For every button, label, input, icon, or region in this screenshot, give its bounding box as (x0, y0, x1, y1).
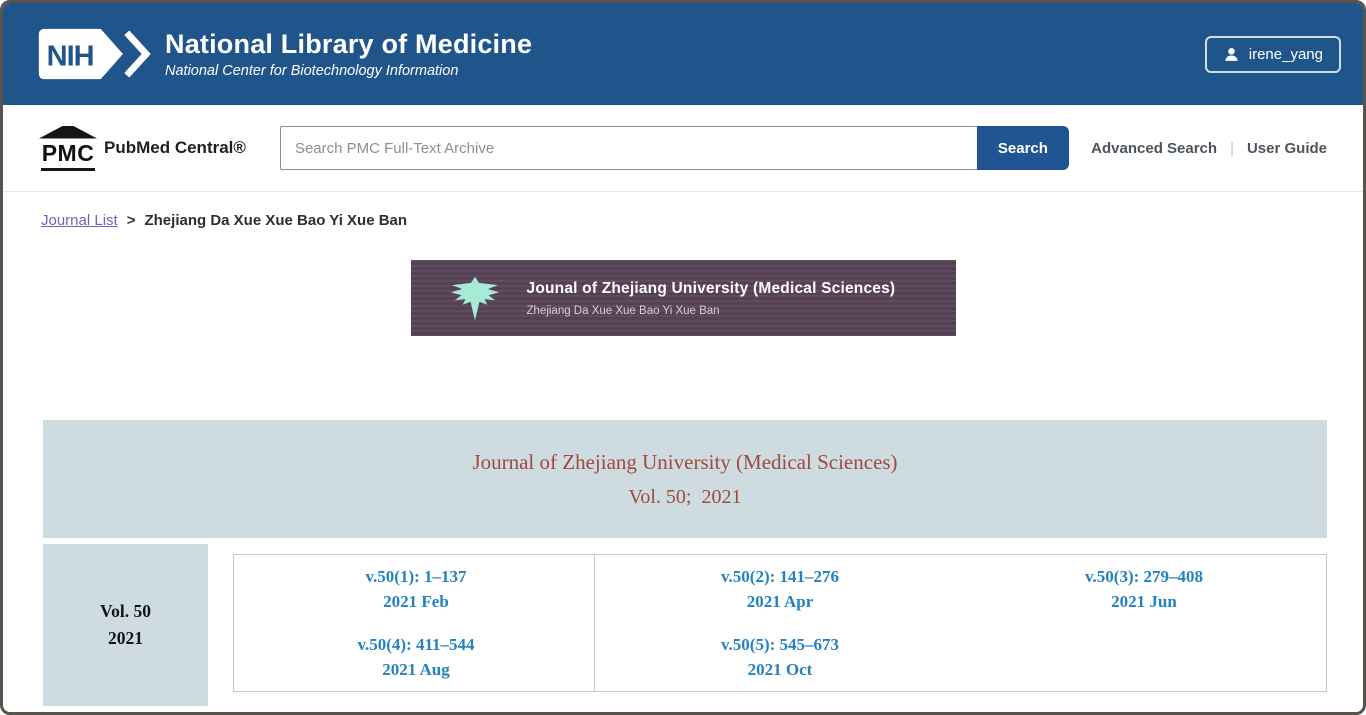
links-divider: | (1230, 139, 1234, 157)
banner-text (527, 280, 896, 317)
issue-date: 2021 Feb (383, 592, 449, 611)
pmc-logo-acronym: PMC (41, 142, 96, 171)
banner-title: Jounal of Zhejiang University (Medical Sciences) (526, 279, 896, 297)
issue-link-v50-5[interactable] (721, 632, 839, 682)
issue-cell (234, 623, 598, 691)
volume-issues-section (43, 544, 1327, 706)
breadcrumb-current-journal: Zhejiang Da Xue Xue Bao Yi Xue Ban (144, 212, 408, 229)
issue-cell (598, 555, 962, 623)
issue-cell (598, 623, 962, 691)
issue-link-v50-2[interactable] (721, 564, 839, 614)
eagle-logo-icon (447, 270, 503, 326)
user-name: irene_yang (1248, 45, 1323, 63)
issues-table (233, 554, 1327, 692)
volume-header-title: Journal of Zhejiang University (Medical Sciences) (472, 449, 898, 474)
volume-label-line1: Vol. 50 (100, 601, 151, 621)
pmc-header-links (1091, 140, 1327, 157)
nih-logo-icon[interactable] (35, 25, 151, 83)
user-guide-link[interactable]: User Guide (1246, 139, 1327, 157)
nih-logo-acronym: NIH (46, 40, 94, 73)
journal-banner (411, 260, 956, 336)
issue-label: v.50(2): 141–276 (720, 567, 840, 586)
issue-date: 2021 Aug (382, 660, 450, 679)
search-input[interactable] (280, 126, 978, 170)
nlm-title: National Library of Medicine (165, 29, 533, 59)
issue-label: v.50(4): 411–544 (357, 635, 475, 654)
issues-column-divider (594, 555, 595, 691)
pmc-search-bar (3, 105, 1363, 192)
user-account-button[interactable] (1205, 36, 1341, 73)
pmc-logo[interactable] (39, 126, 246, 171)
person-icon (1223, 46, 1240, 63)
breadcrumb-journal-list-link[interactable]: Journal List (41, 212, 118, 229)
issue-date: 2021 Jun (1111, 592, 1177, 611)
issue-link-v50-3[interactable] (1085, 564, 1203, 614)
issue-cell (234, 555, 598, 623)
volume-header-panel (43, 420, 1327, 538)
issue-date: 2021 Oct (747, 660, 813, 679)
volume-label-cell (43, 544, 208, 706)
issue-cell-empty (962, 623, 1326, 691)
issue-label: v.50(5): 545–673 (720, 635, 840, 654)
issue-label: v.50(3): 279–408 (1084, 567, 1204, 586)
issue-date: 2021 Apr (746, 592, 814, 611)
pmc-roof-icon (39, 126, 97, 171)
breadcrumb (3, 192, 1363, 232)
nlm-titles (165, 29, 532, 79)
volume-header-subtitle: Vol. 50; 2021 (628, 485, 742, 508)
issue-label: v.50(1): 1–137 (365, 567, 467, 586)
advanced-search-link[interactable]: Advanced Search (1091, 139, 1218, 157)
issue-cell (962, 555, 1326, 623)
nlm-subtitle: National Center for Biotechnology Information (165, 63, 459, 79)
issue-link-v50-4[interactable] (357, 632, 474, 682)
breadcrumb-separator: > (126, 212, 136, 229)
nih-header (3, 3, 1363, 105)
issue-link-v50-1[interactable] (365, 564, 466, 614)
pmc-logo-name: PubMed Central® (104, 138, 246, 157)
volume-label-line2: 2021 (108, 628, 143, 648)
banner-subtitle: Zhejiang Da Xue Xue Bao Yi Xue Ban (526, 304, 720, 317)
search-form (280, 126, 1069, 170)
search-button[interactable]: Search (977, 126, 1069, 170)
